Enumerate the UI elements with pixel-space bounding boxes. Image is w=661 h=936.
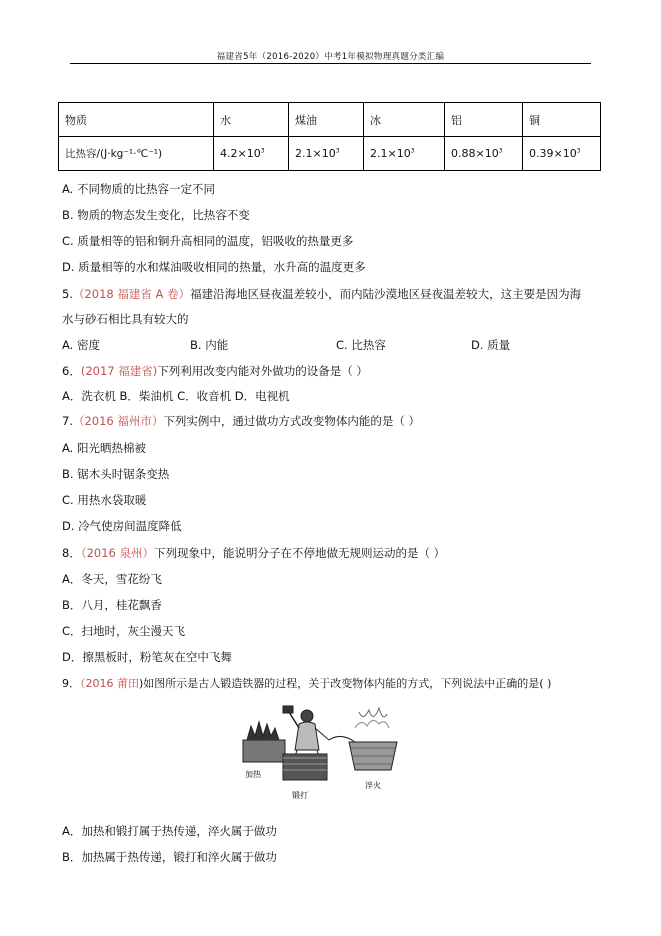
q7-option-d: D. 冷气使房间温度降低	[62, 519, 182, 533]
value-base: 4.2×10	[220, 147, 261, 160]
q8-option-b: B．八月，桂花飘香	[62, 598, 162, 612]
value-exponent: 3	[260, 147, 265, 155]
q9-option-a: A．加热和锻打属于热传递，淬火属于做功	[62, 824, 277, 838]
q8-option-d: D．擦黑板时，粉笔灰在空中飞舞	[62, 650, 232, 664]
q9-option-b: B．加热属于热传递，锻打和淬火属于做功	[62, 850, 277, 864]
table-cell: 物质	[59, 103, 214, 137]
question-text: 下列现象中，能说明分子在不停地做无规则运动的是（ ）	[154, 546, 446, 560]
q4-option-c: C. 质量相等的铝和铜升高相同的温度，铝吸收的热量更多	[62, 234, 354, 248]
value-base: 2.1×10	[295, 147, 336, 160]
q8-option-c: C．扫地时，灰尘漫天飞	[62, 624, 186, 638]
table-cell: 铜	[523, 103, 601, 137]
q5-option-b: B. 内能	[190, 338, 229, 352]
table-cell: 比热容/(J·kg⁻¹·℃⁻¹)	[59, 137, 214, 171]
q5-option-d: D. 质量	[471, 338, 511, 352]
table-cell	[523, 137, 601, 171]
forging-figure	[237, 702, 423, 807]
value-exponent: 3	[335, 147, 340, 155]
forging-illustration	[237, 702, 423, 807]
question-9-stem	[62, 675, 551, 691]
question-7-stem	[62, 413, 420, 429]
value-exponent: 3	[498, 147, 503, 155]
q5-option-c: C. 比热容	[336, 338, 386, 352]
header-rule	[70, 63, 591, 64]
question-8-stem	[62, 545, 445, 561]
tongs-drawing	[329, 736, 355, 742]
question-number: 6．	[62, 364, 81, 378]
anvil-drawing	[283, 754, 327, 780]
q4-option-b: B. 物质的物态发生变化，比热容不变	[62, 208, 250, 222]
table-row	[59, 137, 601, 171]
question-text: 福建沿海地区昼夜温差较小，而内陆沙漠地区昼夜温差较大，这主要是因为海	[190, 287, 582, 301]
label-quenching: 淬火	[365, 781, 381, 790]
question-5-stem	[62, 286, 581, 302]
value-base: 2.1×10	[370, 147, 411, 160]
question-text: )如图所示是古人锻造铁器的过程，关于改变物体内能的方式，下列说法中正确的是( )	[139, 677, 552, 690]
label-forging: 锻打	[292, 791, 308, 800]
question-source: （2016 泉州）	[80, 546, 154, 560]
q7-option-c: C. 用热水袋取暖	[62, 493, 147, 507]
label-heating: 加热	[245, 770, 261, 779]
table-cell: 水	[214, 103, 289, 137]
table-cell	[364, 137, 445, 171]
table-cell: 煤油	[289, 103, 364, 137]
q7-option-a: A. 阳光晒热棉被	[62, 441, 146, 455]
question-number: 8．	[62, 546, 81, 560]
specific-heat-table	[58, 102, 601, 171]
table-cell	[214, 137, 289, 171]
question-number: 9．	[62, 677, 80, 690]
table-cell	[289, 137, 364, 171]
question-text: 下列利用改变内能对外做功的设备是（ ）	[157, 364, 368, 378]
question-source: （2018 福建省 A 卷）	[72, 287, 191, 301]
page-header: 福建省5年（2016-2020）中考1年模拟物理真题分类汇编	[216, 52, 445, 62]
furnace-drawing	[243, 722, 285, 762]
q6-options: A．洗衣机 B．柴油机 C．收音机 D．电视机	[62, 389, 290, 403]
value-exponent: 3	[576, 147, 581, 155]
table-cell	[445, 137, 523, 171]
question-5-stem-cont: 水与砂石相比具有较大的	[62, 312, 189, 326]
value-base: 0.39×10	[529, 147, 577, 160]
q8-option-a: A．冬天，雪花纷飞	[62, 572, 162, 586]
q4-option-a: A. 不同物质的比热容一定不同	[62, 182, 215, 196]
q7-option-b: B. 锯木头时锯条变热	[62, 467, 170, 481]
table-row	[59, 103, 601, 137]
question-source: （2016 莆田	[80, 677, 139, 690]
question-number: 7.	[62, 414, 73, 428]
q5-option-a: A. 密度	[62, 338, 100, 352]
question-source: (2017 福建省)	[80, 364, 158, 378]
question-source: （2016 福州市）	[72, 414, 164, 428]
table-cell: 冰	[364, 103, 445, 137]
question-text: 下列实例中，通过做功方式改变物体内能的是（ ）	[163, 414, 421, 428]
question-6-stem	[62, 363, 368, 379]
question-number: 5.	[62, 287, 73, 301]
q4-option-d: D. 质量相等的水和煤油吸收相同的热量，水升高的温度更多	[62, 260, 366, 274]
table-cell: 铝	[445, 103, 523, 137]
quench-basin-drawing	[349, 708, 397, 770]
value-base: 0.88×10	[451, 147, 499, 160]
value-exponent: 3	[410, 147, 415, 155]
